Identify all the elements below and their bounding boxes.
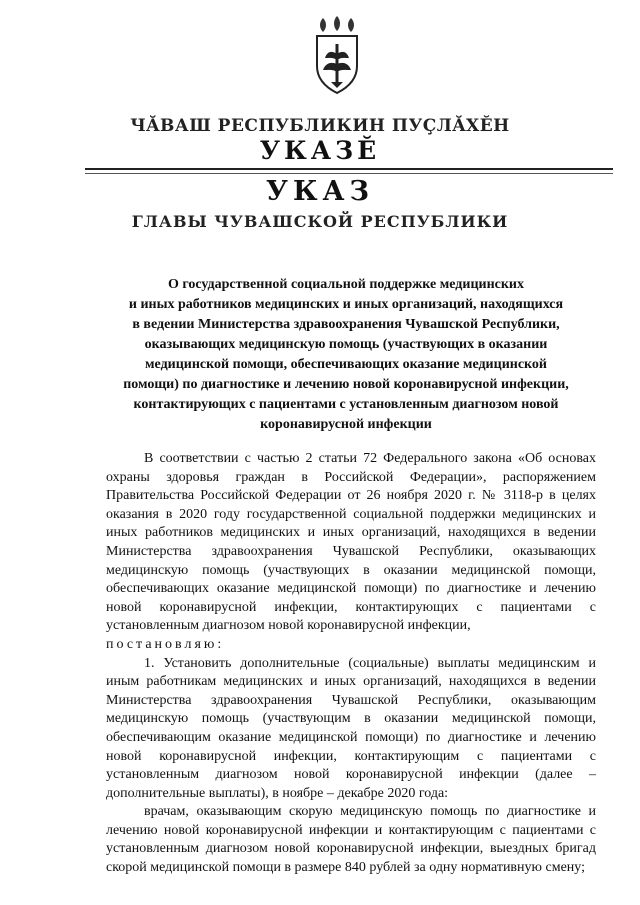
- decree-word: постановляю:: [106, 636, 225, 652]
- header-divider-thin: [85, 173, 613, 174]
- item-1-doctors-paragraph: врачам, оказывающим скорую медицинскую помощь по диагностике и лечению новой коронавирусной инфекции и контактирующим с пациентами с установленным диагнозом новой коронавирусной инфекции, выездных бригад скорой медицинской помощи в размере 840 рублей за одну нормативную смену;: [106, 804, 596, 876]
- document-title-line: контактирующих с пациентами с установленным диагнозом новой: [133, 397, 559, 412]
- document-title-line: и иных работников медицинских и иных организаций, находящихся: [128, 297, 564, 312]
- document-title-line: медицинской помощи, обеспечивающих оказание медицинской: [145, 357, 547, 372]
- document-title-line: в ведении Министерства здравоохранения Чувашской Республики,: [132, 317, 560, 332]
- document-title-line: О государственной социальной поддержке медицинских: [167, 277, 524, 292]
- decree-body: [106, 450, 596, 878]
- russian-decree-subtitle: ГЛАВЫ ЧУВАШСКОЙ РЕСПУБЛИКИ: [131, 212, 509, 231]
- document-title-line: коронавирусной инфекции: [260, 417, 432, 432]
- header-divider-thick: [85, 168, 613, 170]
- document-title: [96, 275, 596, 435]
- document-title-line: оказывающих медицинскую помощь (участвующих в оказании: [144, 337, 548, 352]
- coat-of-arms-emblem: [309, 14, 365, 96]
- chuvash-heading: ЧĂВАШ РЕСПУБЛИКИН ПУÇЛĂХĔН: [130, 116, 510, 136]
- russian-decree-title: УКАЗ: [266, 176, 374, 207]
- item-1-paragraph: 1. Установить дополнительные (социальные) выплаты медицинским и иным работникам медицинских и иных организаций, находящихся в ведении Министерства здравоохранения Чувашской Республики, оказывающим медицинскую помощь (участвующим в оказании медицинской помощи, обеспечивающим оказание медицинской помощи) по диагностике и лечению новой коронавирусной инфекции, контактирующим с пациентами с установленным диагнозом новой коронавирусной инфекции (далее – дополнительные выплаты), в ноябре – декабре 2020 года:: [106, 655, 596, 801]
- document-title-line: помощи) по диагностике и лечению новой коронавирусной инфекции,: [123, 377, 569, 392]
- chuvash-decree-title: УКАЗĔ: [259, 136, 381, 165]
- preamble-paragraph: В соответствии с частью 2 статьи 72 Федерального закона «Об основах охраны здоровья граждан в Российской Федерации», распоряжением Правительства Российской Федерации от 26 ноября 2020 г. № 3118-р в целях оказания в 2020 году государственной социальной поддержки медицинских и иных работников медицинских и иных организаций, находящихся в ведении Министерства здравоохранения Чувашской Республики, оказывающих медицинскую помощь (участвующих в оказании медицинской помощи, обеспечивающих оказание медицинской помощи) по диагностике и лечению новой коронавирусной инфекции, контактирующих с пациентами с установленным диагнозом новой коронавирусной инфекции,: [106, 451, 596, 634]
